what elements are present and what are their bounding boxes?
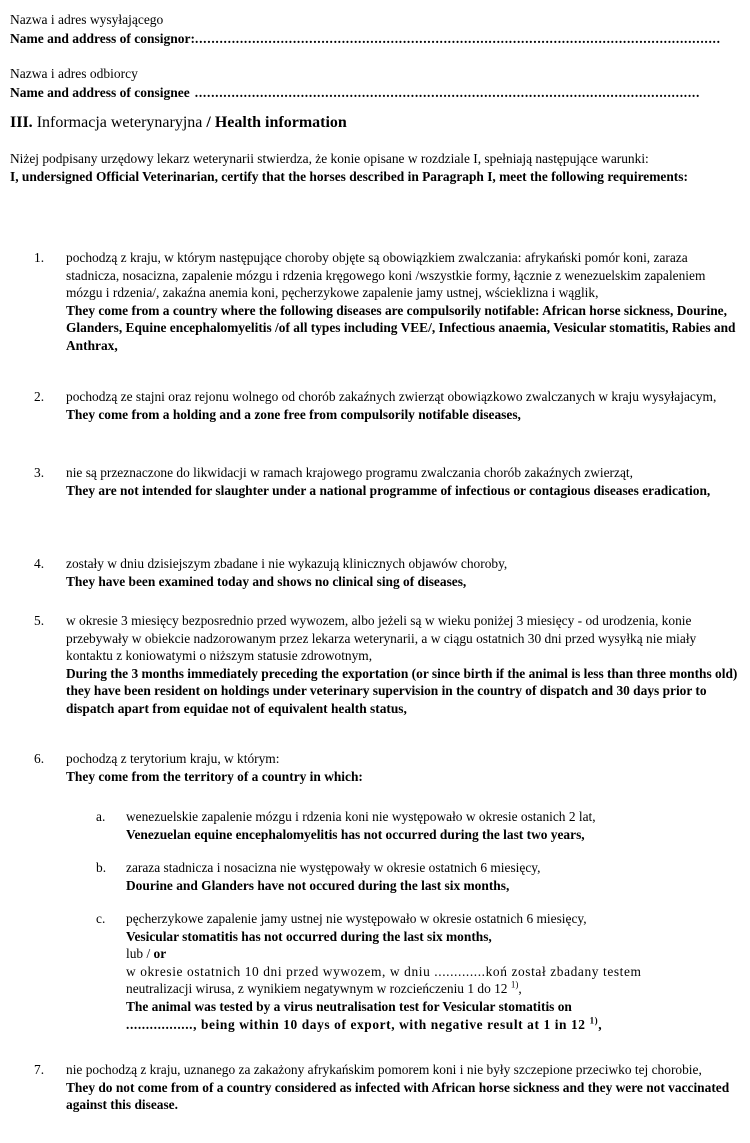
sub-item-c-marker: c. (96, 911, 106, 926)
section-heading (10, 113, 347, 133)
list-item-7-text-pl: nie pochodzą z kraju, uznanego za zakażony afrykańskim pomorem koni i nie były szczepione przeciwko tej chorobie, (66, 1062, 702, 1077)
list-item-6-body (66, 750, 738, 785)
intro-text-pl: Niżej podpisany urzędowy lekarz weterynarii stwierdza, że konie opisane w rozdziale I, spełniają następujące warunki: (10, 151, 649, 166)
sub-item-b-text-en: Dourine and Glanders have not occured during the last six months, (126, 877, 510, 893)
sub-item-c-text-en: Vesicular stomatitis has not occurred during the last six months, (126, 928, 492, 944)
list-item-5-marker: 5. (34, 613, 45, 628)
list-item-6-text-en: They come from the territory of a country in which: (66, 768, 363, 784)
intro-paragraph (10, 150, 736, 185)
sub-item-b-body (126, 859, 738, 894)
sub-item-b (0, 859, 750, 894)
intro-text-en: I, undersigned Official Veterinarian, certify that the horses described in Paragraph I, meet the following requirements: (10, 168, 688, 184)
section-title-en: / Health information (206, 114, 347, 131)
list-item-3-text-pl: nie są przeznaczone do likwidacji w ramach krajowego programu zwalczania chorób zakaźnych zwierząt, (66, 465, 633, 480)
list-item-6 (0, 750, 750, 785)
sub-item-c-alt-en-line2[interactable]: ................., being within 10 days of export, with negative result at 1 in 12 $^{1)}$, (126, 1015, 603, 1032)
consignee-block (10, 64, 742, 102)
sub-item-c-alt-pl-line1[interactable]: w okresie ostatnich 10 dni przed wywozem, w dniu .............koń został zbadany testem (126, 963, 642, 979)
sub-item-a-marker: a. (96, 809, 106, 824)
list-item-2-text-en: They come from a holding and a zone free from compulsorily notifable diseases, (66, 406, 521, 422)
list-item-4-marker: 4. (34, 556, 45, 571)
consignee-label-pl: Nazwa i adres odbiorcy (10, 66, 138, 81)
list-item-4-text-en: They have been examined today and shows no clinical sing of diseases, (66, 573, 467, 589)
consignor-fill-line[interactable]: ................................................................................................................................. (195, 31, 721, 46)
section-title-pl: Informacja weterynaryjna (32, 114, 207, 131)
list-item-3-text-en: They are not intended for slaughter under a national programme of infectious or contagious diseases eradication, (66, 482, 711, 498)
sub-item-c-or-pl: lub / (126, 946, 154, 962)
list-item-4-text-pl: zostały w dniu dzisiejszym zbadane i nie wykazują klinicznych objawów choroby, (66, 556, 508, 571)
consignor-label-pl: Nazwa i adres wysyłającego (10, 12, 164, 27)
sub-item-c-alt-en-line2-text: ................., being within 10 days of export, with negative result at 1 in 12 (126, 1016, 590, 1032)
list-item-2-text-pl: pochodzą ze stajni oraz rejonu wolnego od chorób zakaźnych zwierząt obowiązkowo zwalczanych w kraju wysyłajacym, (66, 389, 717, 404)
sub-item-a-body (126, 808, 738, 843)
sub-item-c (0, 910, 750, 1033)
list-item-5-text-en: During the 3 months immediately preceding the exportation (or since birth if the animal is less than three months old) they have been resident on holdings under veterinary supervision in the country of dispatch and 30 days prior to dispatch apart from equidae not of equivalent health status, (66, 665, 738, 716)
list-item-1-text-en: They come from a country where the following diseases are compulsorily notifable: African horse sickness, Dourine, Glanders, Equine encephalomyelitis /of all types including VEE/, Infectious anaemia, Vesicular stomatitis, Rabies and Anthrax, (66, 302, 736, 353)
list-item-1-marker: 1. (34, 250, 45, 265)
sub-item-c-alt-pl-line2: neutralizacji wirusa, z wynikiem negatywnym w rozcieńczeniu 1 do 12 $^{1)}$, (126, 979, 522, 997)
footnote-marker-en: 1) (589, 1015, 599, 1026)
sub-item-c-text-pl: pęcherzykowe zapalenie jamy ustnej nie występowało w okresie ostatnich 6 miesięcy, (126, 911, 587, 926)
list-item-7-marker: 7. (34, 1062, 45, 1077)
consignor-label-en: Name and address of consignor: (10, 31, 196, 46)
sub-item-c-or-en: or (153, 946, 167, 962)
sub-item-c-alt-en-line1: The animal was tested by a virus neutralisation test for Vesicular stomatitis on (126, 998, 572, 1014)
list-item-4 (0, 555, 750, 590)
list-item-6-text-pl: pochodzą z terytorium kraju, w którym: (66, 751, 280, 766)
sub-item-b-marker: b. (96, 860, 107, 875)
list-item-5-text-pl: w okresie 3 miesięcy bezposrednio przed wywozem, albo jeżeli są w wieku poniżej 3 miesięcy - od urodzenia, konie przebywały w obiekcie nadzorowanym przez lekarza weterynarii, a w ciągu ostatnich 30 dni przed wysyłką nie miały kontaktu z koniowatymi o niższym statusie zdrowotnym, (66, 613, 697, 664)
list-item-3-marker: 3. (34, 465, 45, 480)
consignee-label-en: Name and address of consignee (10, 85, 190, 100)
list-item-7-text-en: They do not come from of a country considered as infected with African horse sickness and they were not vaccinated against this disease. (66, 1079, 730, 1113)
list-item-1-body (66, 249, 738, 355)
sub-item-b-text-pl: zaraza stadnicza i nosacizna nie występowały w okresie ostatnich 6 miesięcy, (126, 860, 541, 875)
list-item-3-body (66, 464, 738, 499)
consignor-block (10, 10, 742, 48)
consignee-label-en-row (10, 83, 742, 102)
list-item-2-body (66, 388, 738, 423)
list-item-6-marker: 6. (34, 751, 45, 766)
sub-item-a (0, 808, 750, 843)
section-number: III. (10, 114, 33, 131)
list-item-2-marker: 2. (34, 389, 45, 404)
sub-item-c-body (126, 910, 738, 1033)
list-item-3 (0, 464, 750, 499)
list-item-5 (0, 612, 750, 718)
list-item-4-body (66, 555, 738, 590)
sub-item-a-text-pl: wenezuelskie zapalenie mózgu i rdzenia koni nie występowało w okresie ostanich 2 lat, (126, 809, 596, 824)
footnote-marker-pl: 1) (510, 979, 519, 990)
list-item-5-body (66, 612, 738, 718)
list-item-2 (0, 388, 750, 423)
list-item-1 (0, 249, 750, 355)
consignee-fill-line[interactable]: ............................................................................................................................ (194, 85, 701, 100)
sub-item-a-text-en: Venezuelan equine encephalomyelitis has not occurred during the last two years, (126, 826, 585, 842)
list-item-1-text-pl: pochodzą z kraju, w którym następujące choroby objęte są obowiązkiem zwalczania: afrykański pomór koni, zaraza stadnicza, nosacizna, zapalenie mózgu i rdzenia kręgowego koni /wszystkie formy, łącznie z wenezuelskim zapaleniem mózgu i rdzenia/, zakaźna anemia koni, pęcherzykowe zapalenie jamy ustnej, wścieklizna i wąglik, (66, 250, 706, 301)
sub-item-c-alt-pl-line2-text: neutralizacji wirusa, z wynikiem negatywnym w rozcieńczeniu 1 do 12 (126, 981, 511, 997)
list-item-7 (0, 1061, 750, 1114)
list-item-7-body (66, 1061, 738, 1114)
consignor-label-en-row (10, 29, 742, 48)
sub-item-c-or-line (126, 945, 738, 963)
